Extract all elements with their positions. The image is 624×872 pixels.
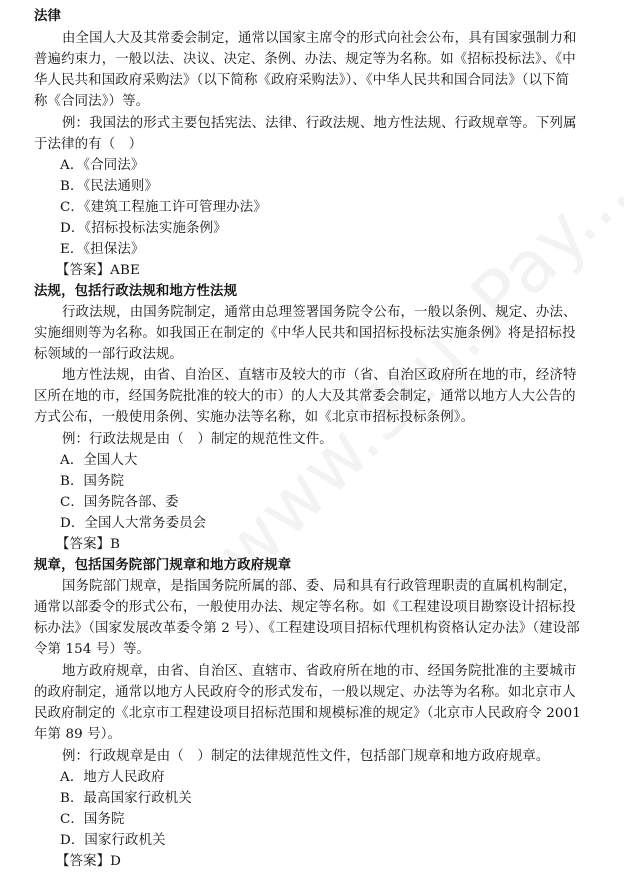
paragraph-line: 的政府制定，通常以地方人民政府令的形式发布，一般以规定、办法等为名称。如北京市人 bbox=[34, 685, 576, 700]
paragraph-line: 华人民共和国政府采购法》（以下简称《政府采购法》）、《中华人民共和国合同法》（以下简 bbox=[34, 73, 570, 88]
answer-line: 【答案】B bbox=[56, 537, 121, 552]
paragraph-line: 实施细则等为名称。如我国正在制定的《中华人民共和国招标投标法实施条例》将是招标投 bbox=[34, 326, 576, 341]
option-b: B．最高国家行政机关 bbox=[60, 791, 192, 806]
option-c: C．国务院 bbox=[60, 812, 125, 827]
option-d: D．全国人大常务委员会 bbox=[60, 516, 207, 531]
question-line: 例：我国法的形式主要包括宪法、法律、行政法规、地方性法规、行政规章等。下列属 bbox=[62, 116, 577, 131]
option-b: B．国务院 bbox=[60, 474, 125, 489]
paragraph-line: 令第 154 号）等。 bbox=[34, 642, 151, 657]
paragraph-line: 由全国人大及其常委会制定，通常以国家主席令的形式向社会公布，具有国家强制力和 bbox=[62, 31, 577, 46]
paragraph-line: 通常以部委令的形式公布，一般使用办法、规定等名称。如《工程建设项目勘察设计招标投 bbox=[34, 600, 576, 615]
paragraph-line: 标领域的一部行政法规。 bbox=[34, 347, 183, 362]
paragraph-line: 区所在地的市，经国务院批准的较大的市）的人大及其常委会制定，通常以地方人大公告的 bbox=[34, 389, 576, 404]
question-line: 例：行政法规是由（ ）制定的规范性文件。 bbox=[62, 432, 333, 447]
paragraph-line: 地方政府规章，由省、自治区、直辖市、省政府所在地的市、经国务院批准的主要城市 bbox=[62, 664, 577, 679]
option-b: B．《民法通则》 bbox=[60, 179, 159, 194]
answer-line: 【答案】ABE bbox=[56, 263, 140, 278]
paragraph-line: 国务院部门规章，是指国务院所属的部、委、局和具有行政管理职责的直属机构制定， bbox=[62, 579, 577, 594]
paragraph-line: 普遍约束力，一般以法、决议、决定、条例、办法、规定等为名称。如《招标投标法》、《中 bbox=[34, 52, 576, 67]
option-d: D．国家行政机关 bbox=[60, 833, 166, 848]
paragraph-line: 民政府制定的《北京市工程建设项目招标范围和规模标准的规定》（北京市人民政府令 2001 bbox=[34, 706, 581, 721]
paragraph-line: 方式公布，一般使用条例、实施办法等名称，如《北京市招标投标条例》。 bbox=[34, 410, 475, 425]
option-c: C．国务院各部、委 bbox=[60, 495, 179, 510]
paragraph-line: 地方性法规，由省、自治区、直辖市及较大的市（省、自治区政府所在地的市，经济特 bbox=[62, 368, 577, 383]
option-a: A．全国人大 bbox=[60, 453, 138, 468]
paragraph-line: 称《合同法》）等。 bbox=[34, 94, 150, 109]
option-a: A．《合同法》 bbox=[60, 158, 145, 173]
paragraph-line: 年第 89 号）。 bbox=[34, 727, 122, 742]
option-e: E．《担保法》 bbox=[60, 242, 145, 257]
section-heading-law: 法律 bbox=[34, 8, 62, 24]
paragraph-line: 标办法》（国家发展改革委令第 2 号）、《工程建设项目招标代理机构资格认定办法》（建设部 bbox=[34, 621, 580, 636]
paragraph-line: 行政法规，由国务院制定，通常由总理签署国务院令公布，一般以条例、规定、办法、 bbox=[62, 305, 577, 320]
option-d: D．《招标投标法实施条例》 bbox=[60, 221, 227, 236]
option-c: C．《建筑工程施工许可管理办法》 bbox=[60, 200, 267, 215]
question-line: 例：行政规章是由（ ）制定的法律规范性文件，包括部门规章和地方政府规章。 bbox=[62, 749, 550, 764]
section-heading-rules: 规章，包括国务院部门规章和地方政府规章 bbox=[34, 557, 292, 573]
question-line: 于法律的有（ ） bbox=[34, 137, 143, 152]
option-a: A．地方人民政府 bbox=[60, 770, 165, 785]
section-heading-regulations: 法规，包括行政法规和地方性法规 bbox=[34, 283, 238, 299]
answer-line: 【答案】D bbox=[56, 854, 122, 869]
